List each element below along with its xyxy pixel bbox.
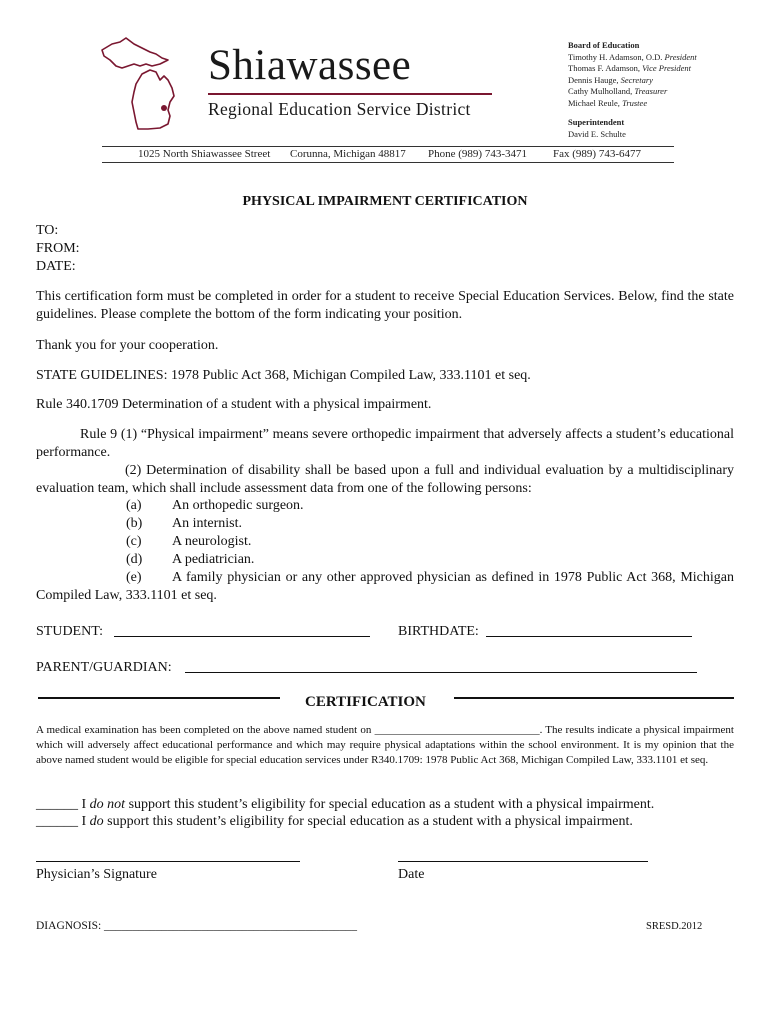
list-item-a: (a) An orthopedic surgeon. bbox=[126, 498, 304, 513]
memo-from: FROM: bbox=[36, 241, 80, 256]
certification-rule-right bbox=[454, 697, 734, 699]
phone-number: Phone (989) 743-3471 bbox=[428, 148, 527, 160]
organization-subtitle: Regional Education Service District bbox=[208, 99, 471, 119]
list-item-e: (e) A family physician or any other approved physician as defined in 1978 Public Act 368, Michigan Compiled Law, 333.1101 et seq. bbox=[36, 570, 734, 603]
rule-heading: Rule 340.1709 Determination of a student with a physical impairment. bbox=[36, 397, 432, 412]
board-member: Thomas F. Adamson, Vice President bbox=[568, 63, 692, 73]
board-heading: Board of Education bbox=[568, 40, 640, 50]
board-member: Michael Reule, Trustee bbox=[568, 97, 648, 108]
document-title: PHYSICAL IMPAIRMENT CERTIFICATION bbox=[242, 194, 528, 209]
memo-date: DATE: bbox=[36, 259, 76, 274]
exam-date-field[interactable]: ______________________________ bbox=[374, 724, 540, 736]
superintendent-heading: Superintendent bbox=[568, 117, 625, 127]
board-of-education-list bbox=[568, 40, 697, 140]
parent-guardian-label: PARENT/GUARDIAN: bbox=[36, 660, 172, 675]
physician-signature-label: Physician’s Signature bbox=[36, 867, 157, 882]
parent-guardian-field[interactable] bbox=[185, 672, 697, 673]
certification-rule-left bbox=[38, 697, 280, 699]
rule9-part2-paragraph: (2) Determination of disability shall be based upon a full and individual evaluation by a multidisciplinary evaluation team, which shall include assessment data from one of the following persons: bbox=[36, 463, 734, 496]
superintendent-name: David E. Schulte bbox=[568, 128, 626, 139]
list-item-c: (c) A neurologist. bbox=[126, 534, 252, 549]
michigan-map-logo bbox=[98, 36, 196, 134]
diagnosis-label: DIAGNOSIS: bbox=[36, 920, 102, 932]
physician-signature-field[interactable] bbox=[36, 861, 300, 862]
student-label: STUDENT: bbox=[36, 624, 103, 639]
certification-heading: CERTIFICATION bbox=[305, 694, 426, 710]
city-address: Corunna, Michigan 48817 bbox=[290, 148, 406, 160]
rule9-paragraph: Rule 9 (1) “Physical impairment” means severe orthopedic impairment that adversely affects a student’s educational performance. bbox=[36, 427, 734, 460]
option-do-not-support: ______ I do not support this student’s eligibility for special education as a student with a physical impairment. bbox=[36, 797, 655, 812]
memo-to: TO: bbox=[36, 223, 59, 238]
organization-name: Shiawassee bbox=[208, 42, 412, 89]
signature-date-label: Date bbox=[398, 867, 425, 882]
signature-date-field[interactable] bbox=[398, 861, 648, 862]
diagnosis-field[interactable]: ____________________________________________ bbox=[104, 920, 358, 932]
list-item-d: (d) A pediatrician. bbox=[126, 552, 255, 567]
list-item-b: (b) An internist. bbox=[126, 516, 242, 531]
do-not-support-checkbox[interactable]: ______ bbox=[36, 797, 78, 812]
brand-rule bbox=[208, 93, 492, 95]
board-member: Dennis Hauge, Secretary bbox=[568, 74, 653, 85]
street-address: 1025 North Shiawassee Street bbox=[138, 148, 271, 160]
form-code: SRESD.2012 bbox=[646, 921, 703, 932]
birthdate-field[interactable] bbox=[486, 636, 692, 637]
student-field[interactable] bbox=[114, 636, 370, 637]
address-rule-top bbox=[102, 146, 674, 147]
board-member: Timothy H. Adamson, O.D. President bbox=[568, 51, 697, 62]
do-support-checkbox[interactable]: ______ bbox=[36, 814, 78, 829]
state-guidelines: STATE GUIDELINES: 1978 Public Act 368, Michigan Compiled Law, 333.1101 et seq. bbox=[36, 368, 531, 383]
address-rule-bottom bbox=[102, 162, 674, 163]
certification-paragraph: A medical examination has been completed on the above named student on ______________________________. The results indicate a physical impairment which will adversely affect educational performance and which may require physical adaptations within the school environment. It is my opinion that the above named student would be eligible for special education services under R340.1709: 1978 Public Act 368, Michigan Compiled Law, 333.1101 et seq. bbox=[36, 724, 734, 766]
board-member: Cathy Mulholland, Treasurer bbox=[568, 86, 668, 96]
option-do-support: ______ I do support this student’s eligibility for special education as a student with a physical impairment. bbox=[36, 814, 633, 829]
intro-paragraph: This certification form must be completed in order for a student to receive Special Education Services. Below, find the state guidelines. Please complete the bottom of the form indicating your position. bbox=[36, 289, 734, 322]
fax-number: Fax (989) 743-6477 bbox=[553, 148, 641, 160]
diagnosis-line bbox=[36, 919, 357, 934]
birthdate-label: BIRTHDATE: bbox=[398, 624, 479, 639]
thanks-line: Thank you for your cooperation. bbox=[36, 338, 219, 353]
